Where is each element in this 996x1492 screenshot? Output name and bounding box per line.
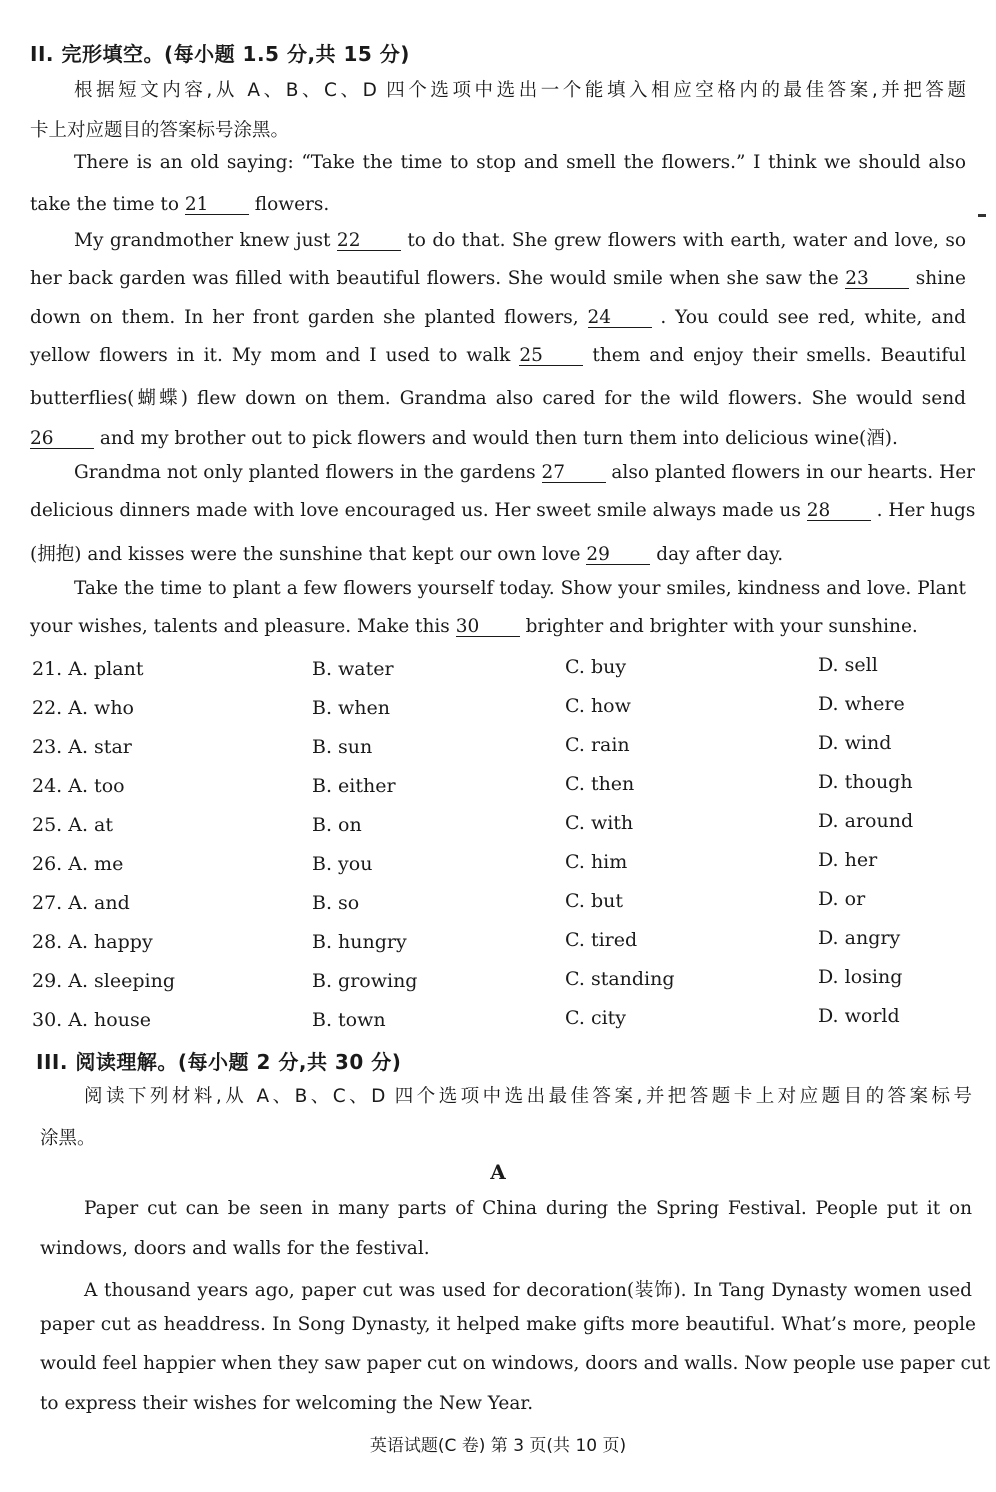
passage-a-line-2: windows, doors and walls for the festival. [40, 1238, 430, 1259]
passage-a-line-5: would feel happier when they saw paper cut on windows, doors and walls. Now people use paper cut [40, 1353, 991, 1374]
text: your wishes, talents and pleasure. Make this [30, 616, 450, 637]
text: (拥抱) and kisses were the sunshine that kept our own love [30, 544, 581, 565]
blank-26: 26 [30, 429, 94, 449]
section-2-heading: II. 完形填空。(每小题 1.5 分,共 15 分) [30, 42, 410, 66]
text: her back garden was filled with beautiful flowers. She would smile when she saw the [30, 268, 839, 289]
text: take the time to [30, 194, 179, 215]
q26-option-d: D. her [818, 849, 878, 871]
q23-option-d: D. wind [818, 732, 892, 754]
passage-p2-line-1 [30, 230, 966, 251]
section-2-instruction-1: 根据短文内容,从 A、B、C、D 四个选项中选出一个能填入相应空格内的最佳答案,并把答题 [74, 80, 966, 101]
q25-option-c: C. with [565, 812, 634, 834]
text: yellow flowers in it. My mom and I used to walk [30, 345, 511, 366]
passage-p2-line-4 [30, 345, 966, 366]
q24-option-b: B. either [312, 775, 396, 797]
section-3-heading: III. 阅读理解。(每小题 2 分,共 30 分) [36, 1050, 402, 1074]
passage-a-title: A [490, 1160, 506, 1184]
passage-p2-line-5: butterflies(蝴蝶) flew down on them. Grandma also cared for the wild flowers. She would send [30, 388, 966, 409]
text: flowers. [254, 194, 330, 215]
section-3-instruction-2: 涂黑。 [40, 1128, 96, 1149]
text: . You could see red, white, and [660, 307, 966, 328]
q21-option-a: 21. A. plant [32, 658, 144, 680]
passage-p1-line-2 [30, 194, 966, 215]
text: delicious dinners made with love encouraged us. Her sweet smile always made us [30, 500, 801, 521]
q29-option-b: B. growing [312, 970, 418, 992]
passage-p2-line-2 [30, 268, 966, 289]
q26-option-a: 26. A. me [32, 853, 124, 875]
blank-21: 21 [185, 195, 249, 215]
blank-24: 24 [588, 308, 652, 328]
passage-p2-line-6 [30, 424, 966, 450]
text: . Her hugs [876, 500, 976, 521]
text: down on them. In her front garden she planted flowers, [30, 307, 579, 328]
scan-edge-mark [978, 214, 986, 217]
q21-option-c: C. buy [565, 656, 627, 678]
blank-23: 23 [845, 269, 909, 289]
q22-option-c: C. how [565, 695, 631, 717]
q22-option-a: 22. A. who [32, 697, 134, 719]
q21-option-d: D. sell [818, 654, 878, 676]
text: them and enjoy their smells. Beautiful [592, 345, 966, 366]
q29-option-c: C. standing [565, 968, 675, 990]
q22-option-d: D. where [818, 693, 905, 715]
blank-30: 30 [456, 617, 520, 637]
q27-option-a: 27. A. and [32, 892, 130, 914]
passage-a-line-3: A thousand years ago, paper cut was used for decoration(装饰). In Tang Dynasty women used [84, 1280, 972, 1301]
passage-p4-line-2 [30, 616, 966, 637]
text: shine [915, 268, 966, 289]
q28-option-d: D. angry [818, 927, 901, 949]
text: brighter and brighter with your sunshine. [525, 616, 918, 637]
section-2-instruction-2: 卡上对应题目的答案标号涂黑。 [30, 120, 290, 141]
q28-option-a: 28. A. happy [32, 931, 153, 953]
passage-a-line-1: Paper cut can be seen in many parts of China during the Spring Festival. People put it on [84, 1198, 972, 1219]
q23-option-c: C. rain [565, 734, 630, 756]
passage-p4-line-1: Take the time to plant a few flowers yourself today. Show your smiles, kindness and love. Plant [74, 578, 966, 599]
q27-option-d: D. or [818, 888, 866, 910]
q24-option-d: D. though [818, 771, 913, 793]
blank-29: 29 [586, 545, 650, 565]
passage-p3-line-1 [30, 462, 975, 483]
q30-option-d: D. world [818, 1005, 900, 1027]
page-footer: 英语试题(C 卷) 第 3 页(共 10 页) [369, 1436, 627, 1456]
text: to do that. She grew flowers with earth, water and love, so [407, 230, 966, 251]
q28-option-c: C. tired [565, 929, 638, 951]
q28-option-b: B. hungry [312, 931, 407, 953]
q25-option-b: B. on [312, 814, 362, 836]
q25-option-d: D. around [818, 810, 914, 832]
passage-a-line-6: to express their wishes for welcoming the New Year. [40, 1393, 534, 1414]
q23-option-a: 23. A. star [32, 736, 132, 758]
blank-25: 25 [519, 346, 583, 366]
q22-option-b: B. when [312, 697, 391, 719]
blank-27: 27 [542, 463, 606, 483]
q26-option-b: B. you [312, 853, 373, 875]
passage-p2-line-3 [30, 307, 966, 328]
passage-p3-line-2 [30, 500, 976, 521]
section-3-instruction-1: 阅读下列材料,从 A、B、C、D 四个选项中选出最佳答案,并把答题卡上对应题目的答案标号 [84, 1086, 972, 1107]
passage-p3-line-3 [30, 540, 966, 566]
text: My grandmother knew just [74, 230, 331, 251]
passage-p1-line-1: There is an old saying: “Take the time to stop and smell the flowers.” I think we should also [74, 152, 966, 173]
q30-option-a: 30. A. house [32, 1009, 151, 1031]
blank-22: 22 [337, 231, 401, 251]
text: day after day. [656, 544, 784, 565]
q29-option-a: 29. A. sleeping [32, 970, 176, 992]
q24-option-c: C. then [565, 773, 635, 795]
q30-option-b: B. town [312, 1009, 386, 1031]
q26-option-c: C. him [565, 851, 628, 873]
q29-option-d: D. losing [818, 966, 903, 988]
passage-a-line-4: paper cut as headdress. In Song Dynasty, it helped make gifts more beautiful. What’s more, people [40, 1314, 976, 1335]
text: Grandma not only planted flowers in the gardens [74, 462, 536, 483]
text: and my brother out to pick flowers and would then turn them into delicious wine(酒). [99, 428, 898, 449]
q27-option-c: C. but [565, 890, 623, 912]
q21-option-b: B. water [312, 658, 394, 680]
q30-option-c: C. city [565, 1007, 627, 1029]
q25-option-a: 25. A. at [32, 814, 114, 836]
q27-option-b: B. so [312, 892, 360, 914]
q23-option-b: B. sun [312, 736, 373, 758]
text: also planted flowers in our hearts. Her [611, 462, 975, 483]
q24-option-a: 24. A. too [32, 775, 125, 797]
blank-28: 28 [807, 501, 871, 521]
